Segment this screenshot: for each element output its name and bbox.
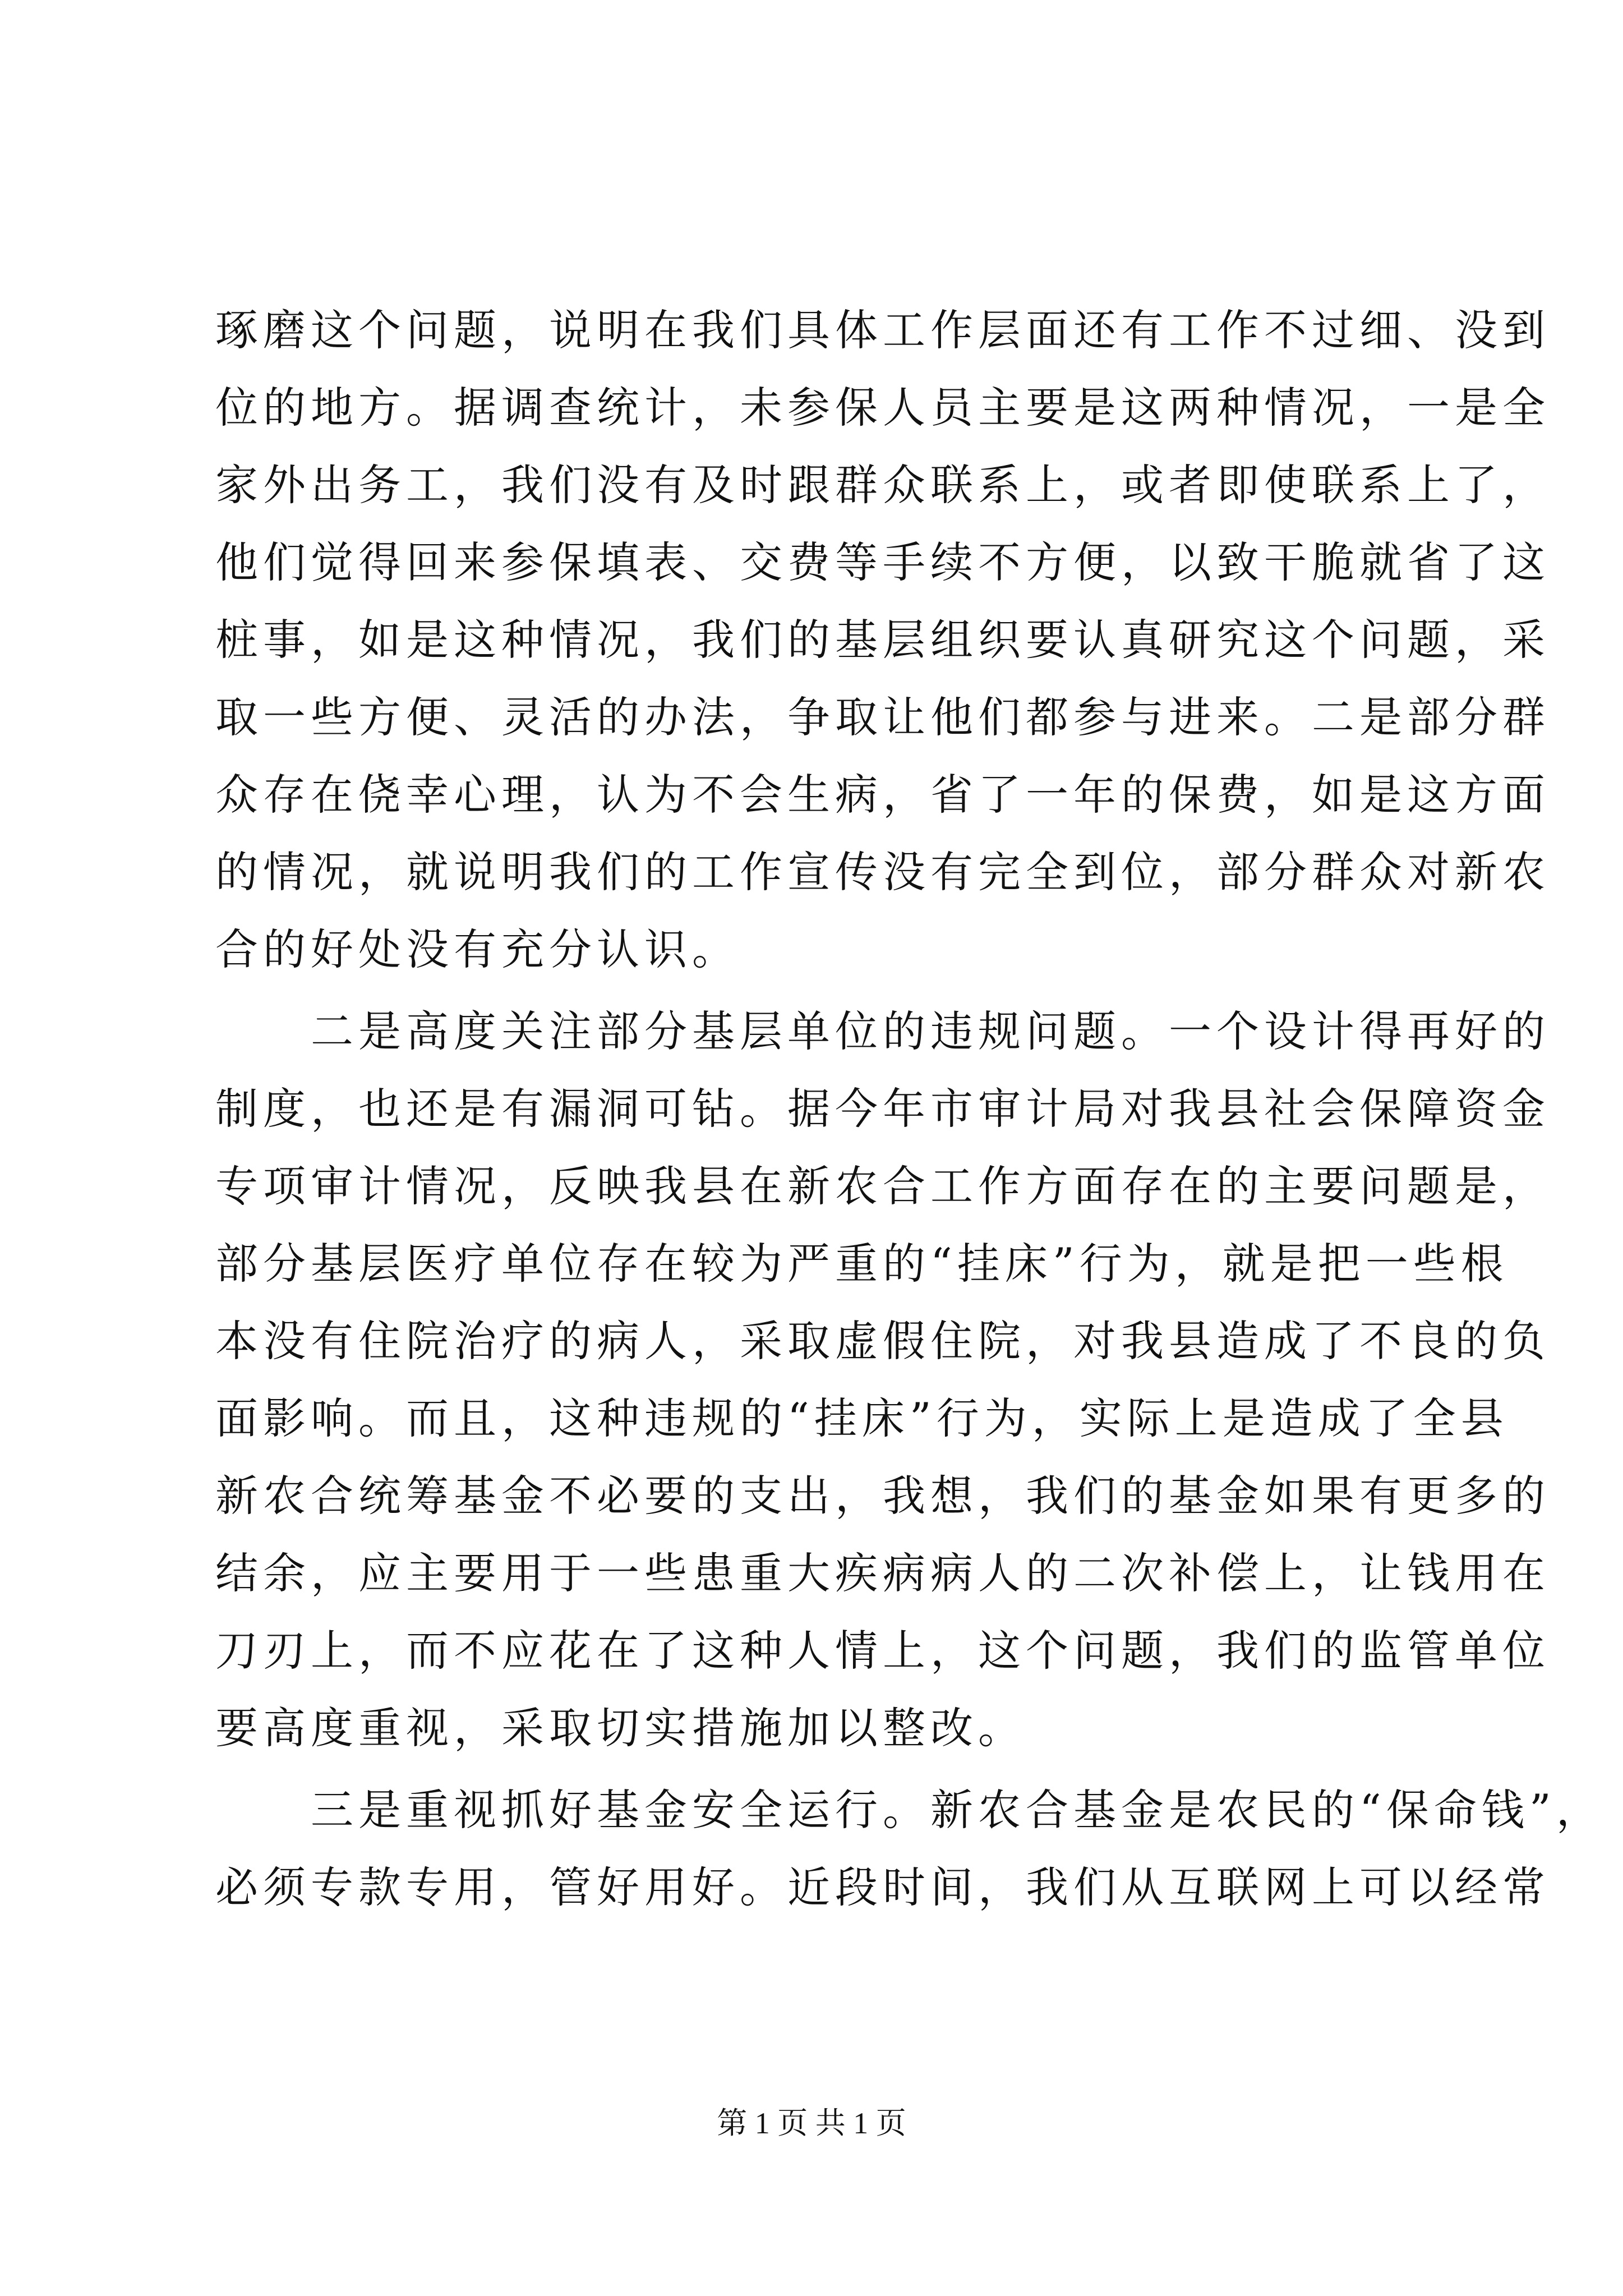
text-line: 本没有住院治疗的病人，采取虚假住院，对我县造成了不良的负 — [215, 1316, 1550, 1366]
text-line: 众存在侥幸心理，认为不会生病，省了一年的保费，如是这方面 — [215, 770, 1550, 820]
text-line: 他们觉得回来参保填表、交费等手续不方便，以致干脆就省了这 — [215, 537, 1550, 587]
text-line: 合的好处没有充分认识。 — [215, 924, 740, 974]
text-line: 位的地方。据调查统计，未参保人员主要是这两种情况，一是全 — [215, 383, 1550, 432]
text-line: 新农合统筹基金不必要的支出，我想，我们的基金如果有更多的 — [215, 1471, 1550, 1521]
paragraph-start-line: 二是高度关注部分基层单位的违规问题。一个设计得再好的 — [311, 1006, 1550, 1056]
text-line: 必须专款专用，管好用好。近段时间，我们从互联网上可以经常 — [215, 1862, 1550, 1912]
text-line: 结余，应主要用于一些患重大疾病病人的二次补偿上，让钱用在 — [215, 1548, 1550, 1598]
text-line: 琢磨这个问题，说明在我们具体工作层面还有工作不过细、没到 — [215, 305, 1550, 355]
text-line: 制度，也还是有漏洞可钻。据今年市审计局对我县社会保障资金 — [215, 1084, 1550, 1134]
text-line: 桩事，如是这种情况，我们的基层组织要认真研究这个问题，采 — [215, 615, 1550, 665]
text-line: 刀刃上，而不应花在了这种人情上，这个问题，我们的监管单位 — [215, 1626, 1550, 1676]
text-line: 部分基层医疗单位存在较为严重的“挂床”行为，就是把一些根 — [215, 1239, 1509, 1289]
text-line: 取一些方便、灵活的办法，争取让他们都参与进来。二是部分群 — [215, 692, 1550, 742]
text-line: 专项审计情况，反映我县在新农合工作方面存在的主要问题是， — [215, 1161, 1550, 1211]
text-line: 的情况，就说明我们的工作宣传没有完全到位，部分群众对新农 — [215, 847, 1550, 897]
text-line: 要高度重视，采取切实措施加以整改。 — [215, 1703, 1026, 1753]
text-line: 家外出务工，我们没有及时跟群众联系上，或者即使联系上了， — [215, 460, 1550, 510]
document-body — [215, 292, 1604, 1926]
page-number-footer: 第 1 页 共 1 页 — [717, 2106, 906, 2140]
paragraph-start-line: 三是重视抓好基金安全运行。新农合基金是农民的“保命钱”， — [311, 1785, 1604, 1835]
text-line: 面影响。而且，这种违规的“挂床”行为，实际上是造成了全县 — [215, 1393, 1509, 1443]
